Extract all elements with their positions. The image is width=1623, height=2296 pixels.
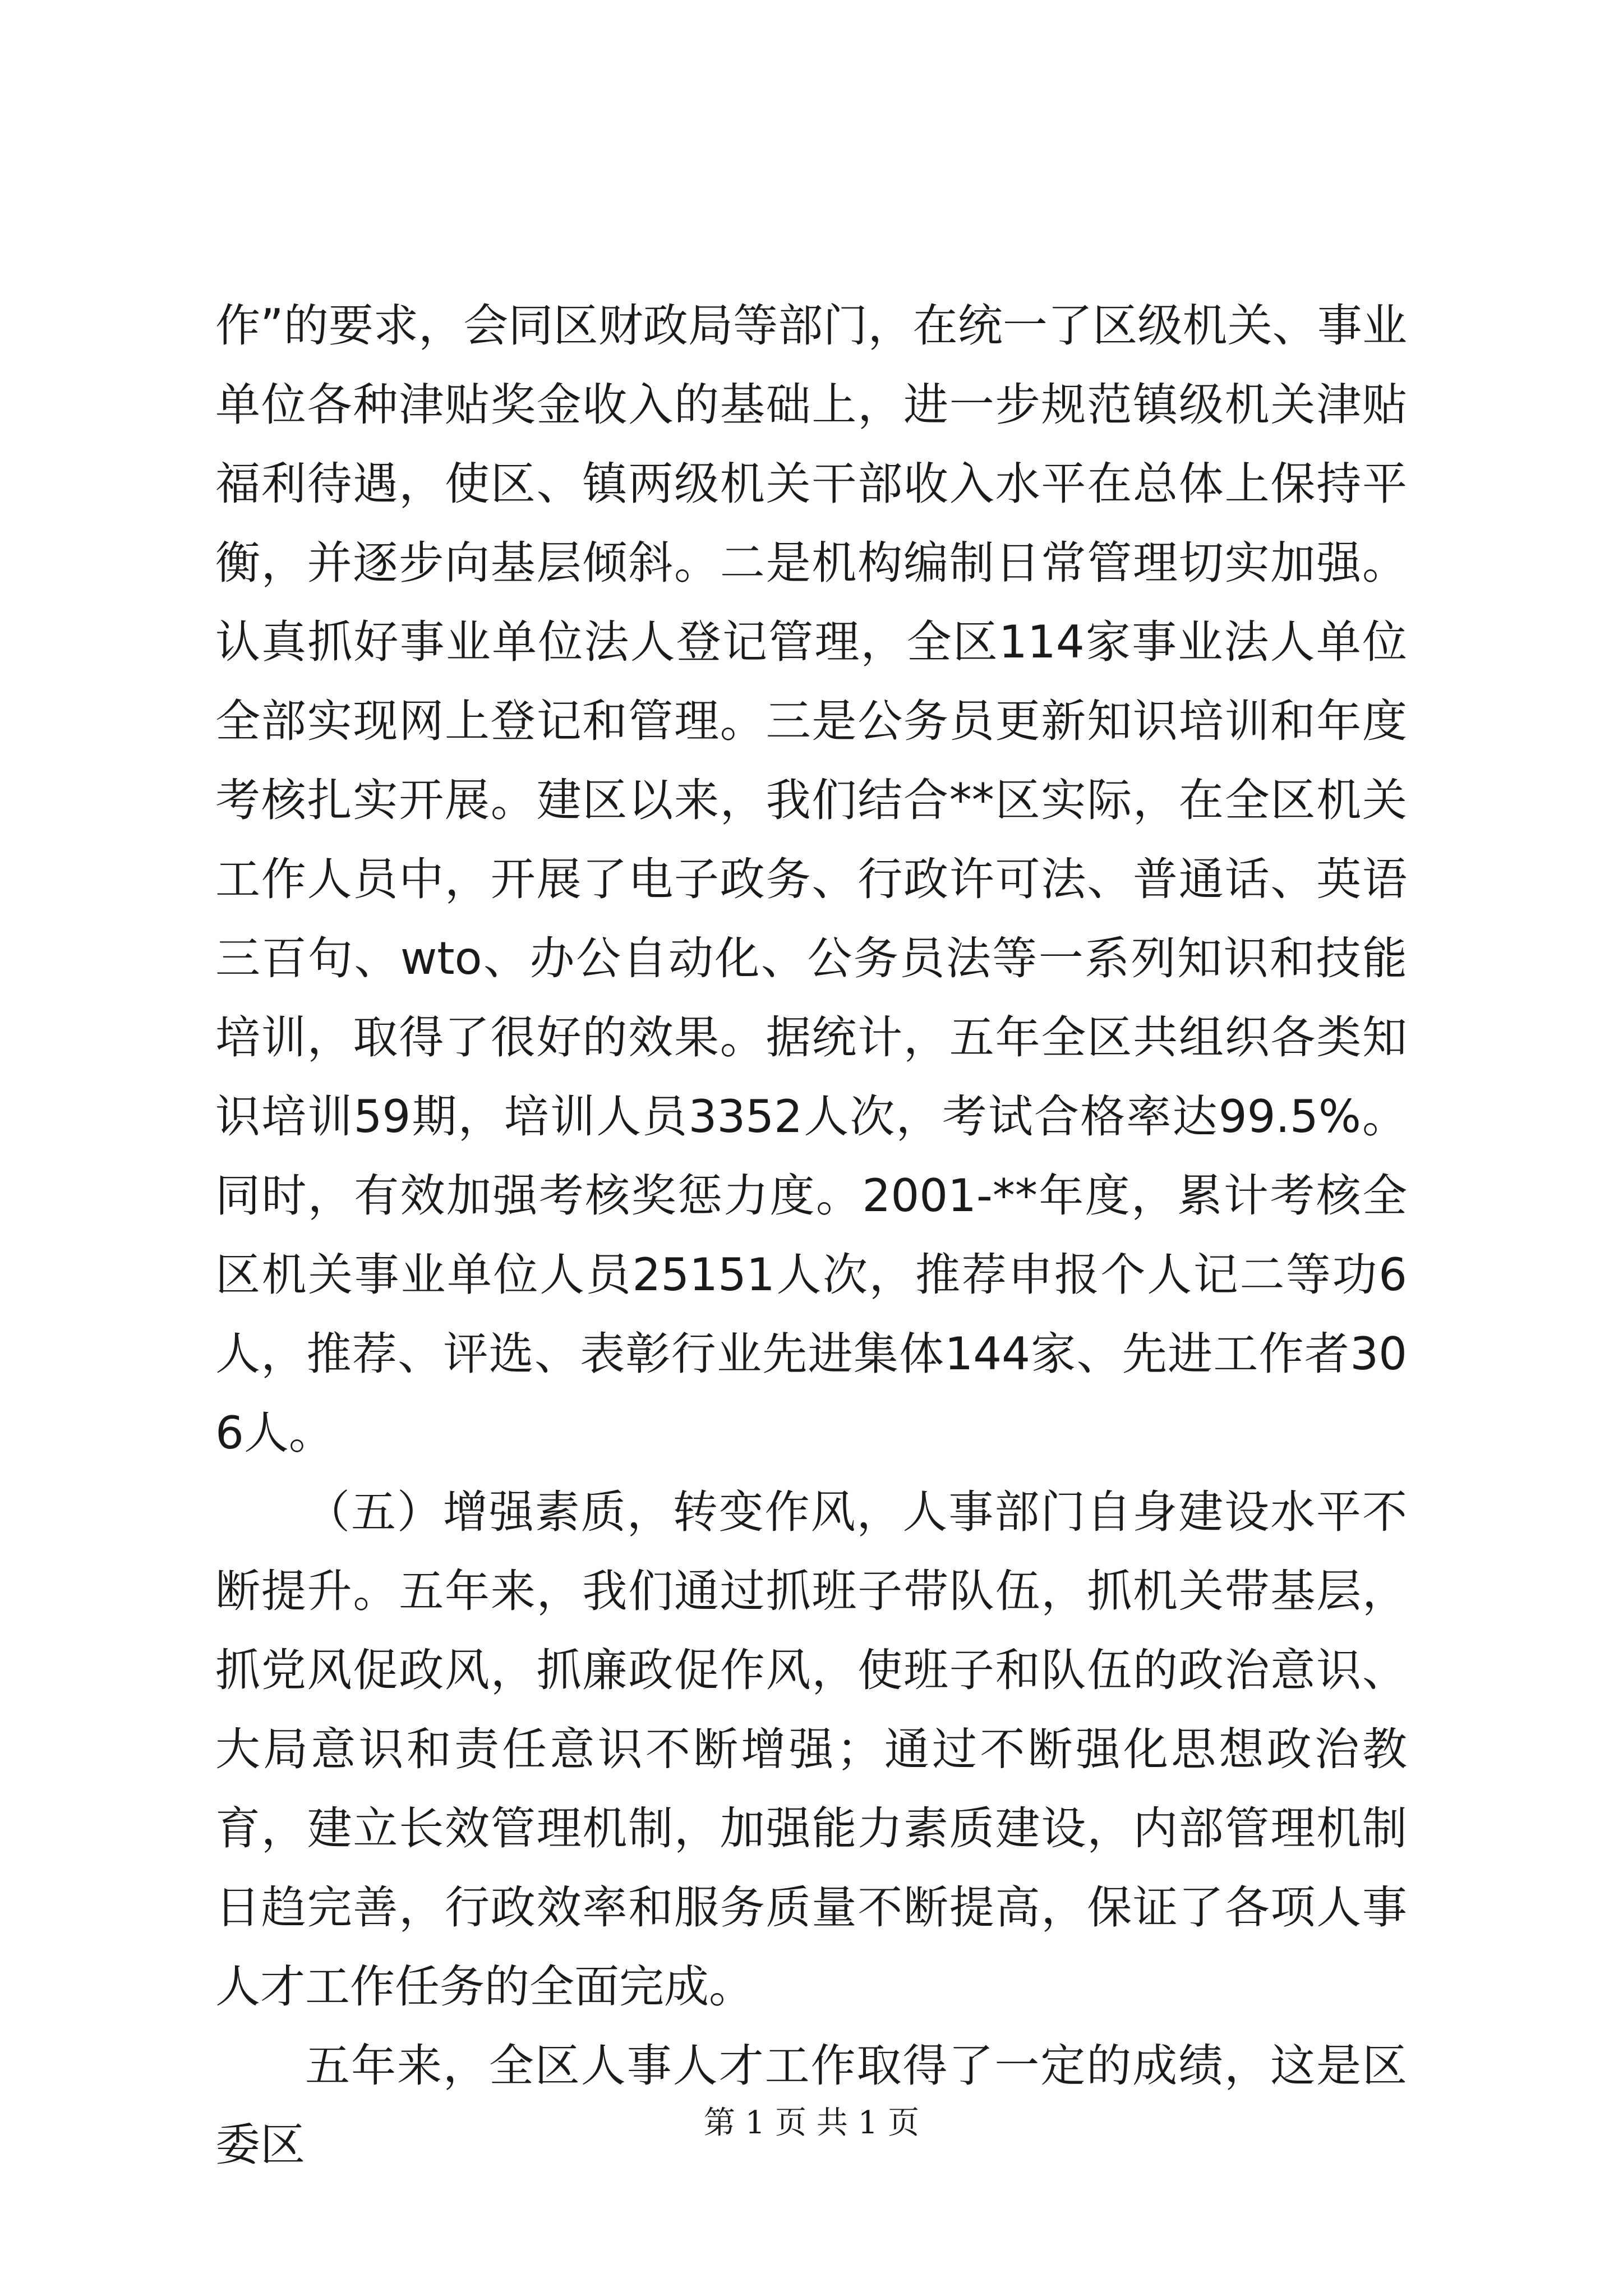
document-body <box>215 286 1407 2184</box>
page-footer: 第 1 页 共 1 页 <box>703 2105 920 2141</box>
paragraph-3: 五年来，全区人事人才工作取得了一定的成绩，这是区委区 <box>215 2040 1407 2171</box>
paragraph-2: （五）增强素质，转变作风，人事部门自身建设水平不断提升。五年来，我们通过抓班子带队伍，抓机关带基层，抓党风促政风，抓廉政促作风，使班子和队伍的政治意识、大局意识和责任意识不断增强；通过不断强化思想政治教育，建立长效管理机制，加强能力素质建设，内部管理机制日趋完善，行政效率和服务质量不断提高，保证了各项人事人才工作任务的全面完成。 <box>215 1486 1407 2013</box>
paragraph-1: 作”的要求，会同区财政局等部门，在统一了区级机关、事业单位各种津贴奖金收入的基础上，进一步规范镇级机关津贴福利待遇，使区、镇两级机关干部收入水平在总体上保持平衡，并逐步向基层倾斜。二是机构编制日常管理切实加强。认真抓好事业单位法人登记管理，全区114家事业法人单位全部实现网上登记和管理。三是公务员更新知识培训和年度考核扎实开展。建区以来，我们结合**区实际，在全区机关工作人员中，开展了电子政务、行政许可法、普通话、英语三百句、wto、办公自动化、公务员法等一系列知识和技能培训，取得了很好的效果。据统计，五年全区共组织各类知识培训59期，培训人员3352人次，考试合格率达99.5%。同时，有效加强考核奖惩力度。2001-**年度，累计考核全区机关事业单位人员25151人次，推荐申报个人记二等功6人，推荐、评选、表彰行业先进集体144家、先进工作者306人。 <box>215 300 1407 1459</box>
